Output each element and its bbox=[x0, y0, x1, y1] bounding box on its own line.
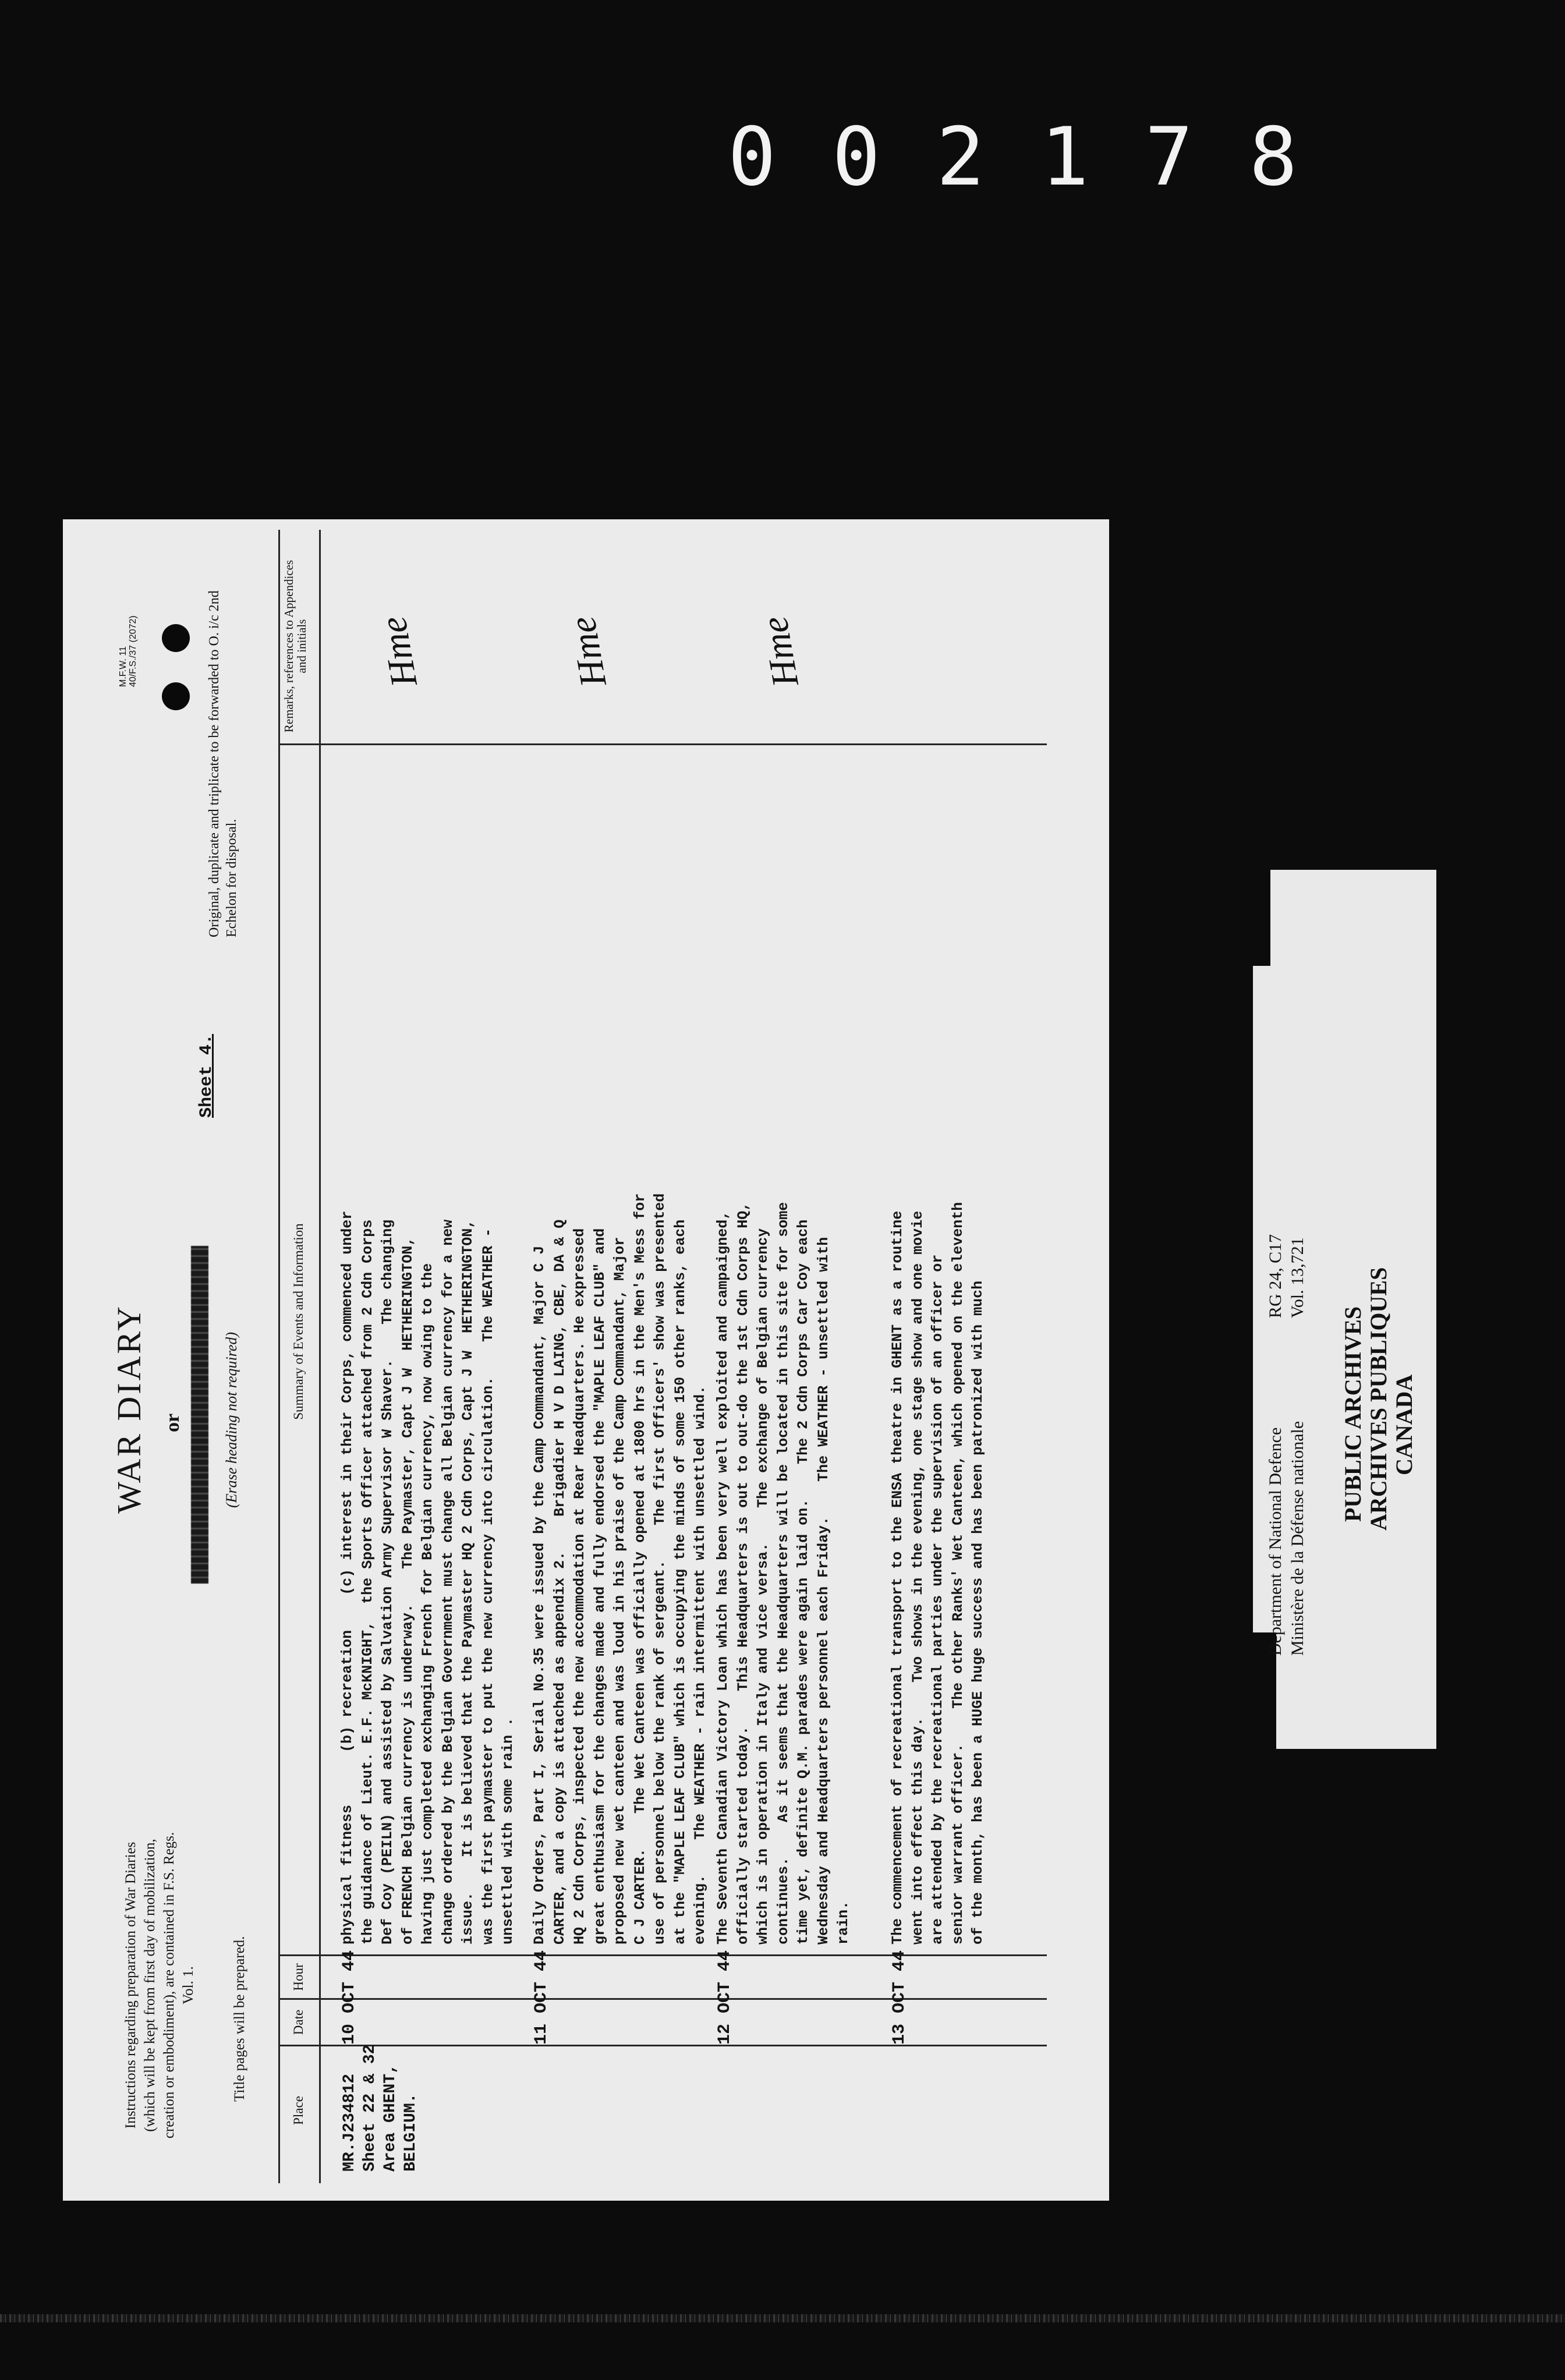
department-en: Department of National Defence bbox=[1266, 1427, 1285, 1656]
column-header-place: Place bbox=[291, 2096, 306, 2125]
initials-signature: Hme bbox=[561, 613, 614, 690]
table-header-rule bbox=[319, 530, 321, 2183]
film-edge bbox=[0, 2314, 1565, 2322]
column-header-date: Date bbox=[291, 2009, 306, 2035]
initials-signature: Hme bbox=[753, 613, 806, 690]
entry-date: 10 OCT 44 bbox=[339, 1950, 359, 2045]
archives-fr: ARCHIVES PUBLIQUES bbox=[1365, 1267, 1391, 1531]
archives-country: CANADA bbox=[1391, 1374, 1417, 1475]
erase-heading-note: (Erase heading not required) bbox=[223, 1331, 240, 1508]
film-frame-number: 002178 bbox=[728, 110, 1354, 204]
form-code bbox=[118, 615, 138, 687]
punch-hole bbox=[162, 624, 190, 652]
punch-hole bbox=[162, 682, 190, 710]
place-entry: MR.J234812 Sheet 22 & 32 Area GHENT, BELGIUM. bbox=[341, 2044, 420, 2172]
column-header-summary: Summary of Events and Information bbox=[291, 1223, 306, 1420]
column-header-remarks: Remarks, references to Appendices and initials bbox=[282, 559, 309, 733]
struck-intelligence-summary-heading bbox=[191, 1246, 208, 1584]
entry-summary: Daily Orders, Part I, Serial No.35 were issued by the Camp Commandant, Major C J CARTER, and a copy is attached as appendix 2. Brigadier H V D LAING, CBE, DA & Q HQ 2 Cdn Corps, inspected the new accommodation at Rear Headquarters. He expressed great enthusiasm for the changes made and fully endorsed the "MAPLE LEAF CLUB" and proposed new wet canteen and was loud in his praise of the Camp Commandant, Major C J CARTER. The Wet Canteen was officially opened at 1800 hrs in the Men's Mess for use of personnel below the rank of sergeant. The first Officers' show was presented at the "MAPLE LEAF CLUB" which is occupying the minds of some 150 other ranks, each evening. The WEATHER - rain intermittent with unsettled wind. bbox=[531, 1193, 709, 1945]
archive-label-content bbox=[1253, 870, 1436, 1749]
entry-date: 13 OCT 44 bbox=[890, 1950, 909, 2045]
table-top-rule bbox=[278, 530, 280, 2183]
department-fr: Ministère de la Défense nationale bbox=[1288, 1421, 1307, 1656]
entry-summary: The commencement of recreational transport to the ENSA theatre in GHENT as a routine went into effect this day. Two shows in the evening, one stage show and one movie are attended by the recreational parties under the supervision of an officer or senior warrant officer. The other Ranks' Wet Canteen, which opened on the eleventh of the month, has been a HUGE huge success and has been patronized with much bbox=[889, 1202, 986, 1945]
entry-date: 12 OCT 44 bbox=[715, 1950, 735, 2045]
entry-summary: physical fitness (b) recreation (c) interest in their Corps, commenced under the guidance of Lieut. E.F. McKNIGHT, the Sports Officer attached from 2 Cdn Corps Def Coy (PEILN) and assisted by Salvation Army Supervisor W Shaver. The changing of FRENCH Belgian currency is underway. The Paymaster, Capt J W HETHERINGTON, having just completed exchanging French for Belgian currency, now owing to the change ordered by the Belgian Government must change all Belgian currency for a new issue. It is believed that the Paymaster HQ 2 Cdn Corps, Capt J W HETHERINGTON, was the first paymaster to put the new currency into circulation. The WEATHER - unsettled with some rain . bbox=[339, 1210, 516, 1945]
record-group-reference: RG 24, C17 bbox=[1266, 1234, 1285, 1318]
war-diary-heading: WAR DIARY bbox=[110, 1304, 148, 1514]
initials-signature: Hme bbox=[372, 613, 425, 690]
copies-disposal-note: Original, duplicate and triplicate to be forwarded to O. i/c 2nd Echelon for disposal. bbox=[207, 590, 239, 937]
column-header-hour: Hour bbox=[291, 1963, 306, 1991]
sheet-number: Sheet 4. bbox=[197, 1033, 217, 1118]
column-divider bbox=[278, 1998, 1047, 2000]
entry-summary: The Seventh Canadian Victory Loan which has been very well exploited and campaigned, officially started today. This Headquarters is out to out-do the 1st Cdn Corps HQ, which is in operation in Italy and vice versa. The exchange of Belgian currency continues. As it seems that the Headquarters will be located in this site for some time yet, definite Q.M. parades were again laid on. The 2 Cdn Corps Car Coy each Wednesday and Headquarters personnel each Friday. The WEATHER - unsettled with rain. bbox=[714, 1202, 852, 1945]
column-divider bbox=[278, 1954, 1047, 1956]
war-diary-sheet bbox=[63, 519, 1109, 2201]
form-code-line-2: 40/F.S./37 (2072) bbox=[128, 615, 138, 687]
archive-label bbox=[1253, 870, 1436, 1749]
entry-date: 11 OCT 44 bbox=[532, 1950, 551, 2045]
heading-or: or bbox=[162, 1413, 183, 1432]
column-divider bbox=[278, 743, 1047, 745]
form-code-line-1: M.F.W. 11 bbox=[118, 646, 128, 687]
archives-en: PUBLIC ARCHIVES bbox=[1340, 1306, 1366, 1522]
instructions-note: Instructions regarding preparation of War Diaries (which will be kept from first day of mobilization, creation or embodiment), are contained in F.S. Regs. Vol. 1. bbox=[123, 1832, 196, 2139]
war-diary-page bbox=[63, 519, 1109, 2201]
title-pages-note: Title pages will be prepared. bbox=[232, 1936, 247, 2102]
volume-reference: Vol. 13,721 bbox=[1288, 1237, 1307, 1318]
